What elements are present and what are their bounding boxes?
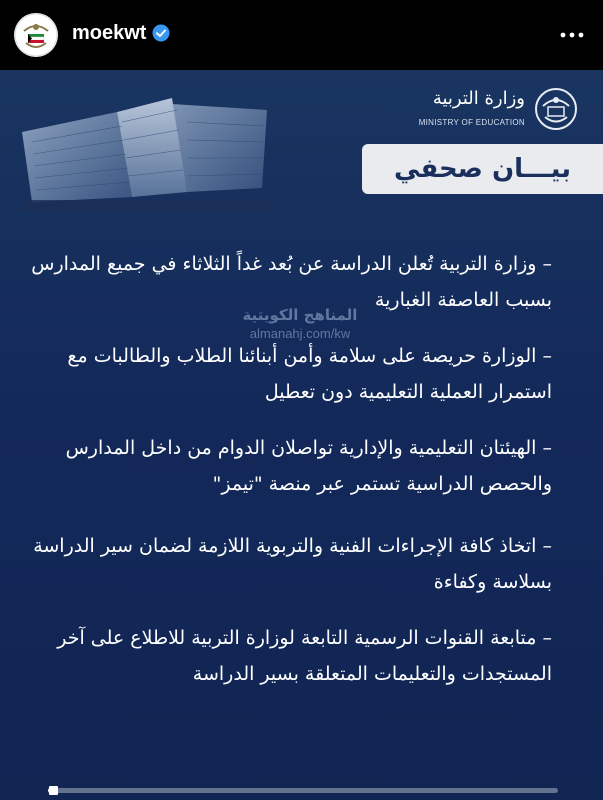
ministry-name-arabic: وزارة التربية xyxy=(432,88,525,109)
press-release-title: بيـــان صحفي xyxy=(394,154,571,184)
watermark-arabic: المناهج الكويتية xyxy=(242,306,358,324)
kuwait-emblem-icon xyxy=(14,13,58,57)
announcement-item: – وزارة التربية تُعلن الدراسة عن بُعد غداً الثلاثاء في جميع المدارس بسبب العاصفة الغبارية xyxy=(31,253,552,311)
announcement-item: – اتخاذ كافة الإجراءات الفنية والتربوية اللازمة لضمان سير الدراسة بسلاسة وكفاءة xyxy=(33,535,552,593)
post-header xyxy=(0,0,603,70)
ministry-emblem-icon xyxy=(533,86,579,132)
video-progress-bar[interactable] xyxy=(48,788,558,793)
ministry-logo xyxy=(418,84,585,138)
announcement-item: – متابعة القنوات الرسمية التابعة لوزارة التربية للاطلاع على آخر المستجدات والتعليمات المتعلقة بسير الدراسة xyxy=(57,627,552,685)
announcement-item: – الهيئتان التعليمية والإدارية تواصلان الدوام من داخل المدارس والحصص الدراسية تستمر عبر منصة "تيمز" xyxy=(65,437,552,495)
press-release-title-box xyxy=(362,144,603,194)
watermark-url: almanahj.com/kw xyxy=(249,326,351,341)
username[interactable]: moekwt xyxy=(72,22,147,44)
video-progress-handle[interactable] xyxy=(49,786,58,795)
announcement-item: – الوزارة حريصة على سلامة وأمن أبنائنا الطلاب والطالبات مع استمرار العملية التعليمية دون تعطيل xyxy=(67,345,552,403)
verified-badge-icon xyxy=(152,24,170,42)
profile-avatar[interactable] xyxy=(14,13,58,57)
ministry-building-image xyxy=(22,92,272,212)
more-options-icon[interactable] xyxy=(559,22,585,48)
post-image xyxy=(0,70,603,800)
ministry-name-english: MINISTRY OF EDUCATION xyxy=(418,118,525,127)
